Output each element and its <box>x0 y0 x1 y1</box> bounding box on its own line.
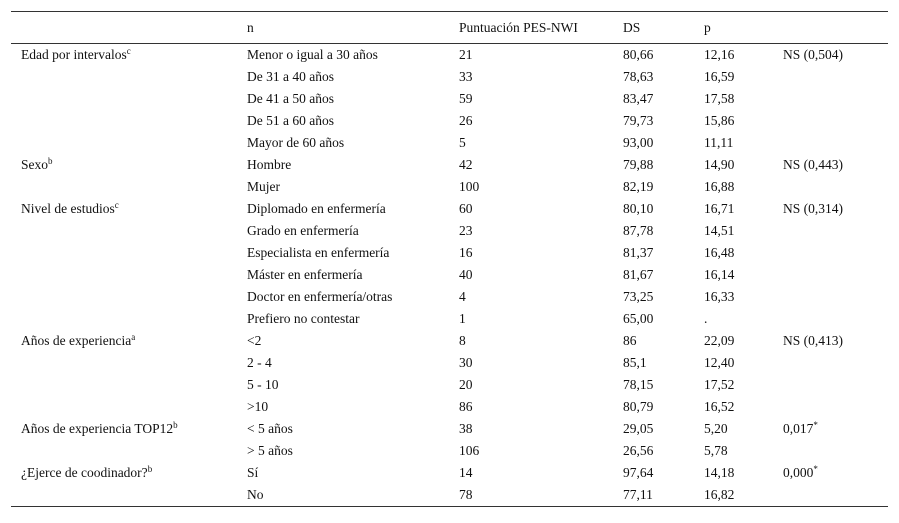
category-cell: 2 - 4 <box>247 355 272 370</box>
p-cell <box>773 286 888 308</box>
category-cell: < 5 años <box>247 421 293 436</box>
variable-cell <box>11 352 237 374</box>
variable-label: Años de experiencia TOP12 <box>21 421 174 436</box>
variable-cell <box>11 220 237 242</box>
n-cell: 1 <box>459 311 466 326</box>
n-cell: 21 <box>459 47 473 62</box>
score-cell: 65,00 <box>623 311 654 326</box>
results-table <box>11 11 888 507</box>
n-cell: 86 <box>459 399 473 414</box>
n-cell: 106 <box>459 443 480 458</box>
ds-cell: 11,11 <box>704 135 734 150</box>
p-cell <box>773 264 888 286</box>
n-cell: 23 <box>459 223 473 238</box>
variable-cell <box>11 154 237 176</box>
p-cell <box>773 374 888 396</box>
category-cell: Grado en enfermería <box>247 223 359 238</box>
variable-footnote: c <box>126 46 131 56</box>
table-row <box>11 396 888 418</box>
score-cell: 87,78 <box>623 223 654 238</box>
ds-cell: 16,14 <box>704 267 735 282</box>
ds-cell: 16,33 <box>704 289 735 304</box>
variable-cell <box>11 198 237 220</box>
category-cell: De 51 a 60 años <box>247 113 334 128</box>
variable-cell <box>11 286 237 308</box>
table-row <box>11 44 888 67</box>
n-cell: 42 <box>459 157 473 172</box>
header-ds: DS <box>613 12 694 44</box>
n-cell: 26 <box>459 113 473 128</box>
p-cell <box>773 198 888 220</box>
table-row <box>11 154 888 176</box>
table-row <box>11 462 888 484</box>
score-cell: 83,47 <box>623 91 654 106</box>
category-cell: De 31 a 40 años <box>247 69 334 84</box>
ds-cell: 12,16 <box>704 47 735 62</box>
score-cell: 97,64 <box>623 465 654 480</box>
variable-cell <box>11 264 237 286</box>
ds-cell: 16,52 <box>704 399 735 414</box>
n-cell: 16 <box>459 245 473 260</box>
ds-cell: . <box>704 311 708 326</box>
ds-cell: 17,58 <box>704 91 735 106</box>
p-cell <box>773 88 888 110</box>
table-row <box>11 176 888 198</box>
table-row <box>11 484 888 507</box>
variable-footnote: b <box>48 156 53 166</box>
category-cell: Doctor en enfermería/otras <box>247 289 393 304</box>
p-cell <box>773 132 888 154</box>
ds-cell: 16,88 <box>704 179 735 194</box>
p-cell <box>773 242 888 264</box>
ds-cell: 14,18 <box>704 465 735 480</box>
table-row <box>11 286 888 308</box>
p-value: 0,000 <box>783 465 814 480</box>
variable-cell <box>11 484 237 507</box>
score-cell: 93,00 <box>623 135 654 150</box>
category-cell: Mujer <box>247 179 280 194</box>
p-cell <box>773 396 888 418</box>
variable-cell <box>11 440 237 462</box>
category-cell: Menor o igual a 30 años <box>247 47 378 62</box>
table-row <box>11 132 888 154</box>
variable-label: Sexo <box>21 157 48 172</box>
score-cell: 79,73 <box>623 113 654 128</box>
ds-cell: 16,71 <box>704 201 735 216</box>
category-cell: Sí <box>247 465 259 480</box>
category-cell: <2 <box>247 333 262 348</box>
n-cell: 5 <box>459 135 466 150</box>
score-cell: 82,19 <box>623 179 654 194</box>
score-cell: 81,37 <box>623 245 654 260</box>
variable-cell <box>11 132 237 154</box>
n-cell: 78 <box>449 484 613 507</box>
p-cell <box>773 308 888 330</box>
ds-cell: 16,59 <box>704 69 735 84</box>
p-cell <box>773 330 888 352</box>
n-cell: 60 <box>459 201 473 216</box>
table-row <box>11 440 888 462</box>
variable-cell <box>11 66 237 88</box>
category-cell: > 5 años <box>247 443 293 458</box>
ds-cell: 14,51 <box>704 223 735 238</box>
p-cell <box>773 440 888 462</box>
p-footnote: * <box>813 420 818 430</box>
p-cell <box>773 352 888 374</box>
p-value: NS (0,504) <box>783 47 843 62</box>
variable-cell <box>11 110 237 132</box>
p-value: NS (0,314) <box>783 201 843 216</box>
ds-cell: 15,86 <box>704 113 735 128</box>
category-cell: >10 <box>247 399 269 414</box>
n-cell: 20 <box>459 377 473 392</box>
variable-footnote: b <box>173 420 178 430</box>
score-cell: 77,11 <box>613 484 694 507</box>
ds-cell: 5,20 <box>704 421 728 436</box>
n-cell: 4 <box>459 289 466 304</box>
table-row <box>11 308 888 330</box>
variable-cell <box>11 418 237 440</box>
category-cell: Diplomado en enfermería <box>247 201 386 216</box>
p-cell <box>773 418 888 440</box>
score-cell: 78,15 <box>623 377 654 392</box>
variable-cell <box>11 396 237 418</box>
variable-label: ¿Ejerce de coodinador? <box>21 465 148 480</box>
ds-cell: 16,82 <box>694 484 773 507</box>
variable-cell <box>11 330 237 352</box>
p-value: NS (0,443) <box>783 157 843 172</box>
variable-cell <box>11 374 237 396</box>
category-cell: Hombre <box>247 157 292 172</box>
score-cell: 80,10 <box>623 201 654 216</box>
p-cell <box>773 154 888 176</box>
variable-cell <box>11 462 237 484</box>
variable-footnote: a <box>131 332 136 342</box>
header-p: p <box>694 12 773 44</box>
ds-cell: 5,78 <box>704 443 728 458</box>
header-significance <box>773 12 888 44</box>
score-cell: 80,66 <box>623 47 654 62</box>
header-variable <box>11 12 237 44</box>
category-cell: 5 - 10 <box>247 377 279 392</box>
category-cell: No <box>237 484 449 507</box>
table-row <box>11 198 888 220</box>
ds-cell: 16,48 <box>704 245 735 260</box>
ds-cell: 12,40 <box>704 355 735 370</box>
p-cell <box>773 44 888 67</box>
variable-label: Nivel de estudios <box>21 201 115 216</box>
p-footnote: * <box>813 464 818 474</box>
header-score: Puntuación PES-NWI <box>449 12 613 44</box>
variable-footnote: c <box>114 200 119 210</box>
score-cell: 29,05 <box>623 421 654 436</box>
table-row <box>11 264 888 286</box>
variable-cell <box>11 176 237 198</box>
table-row <box>11 330 888 352</box>
n-cell: 30 <box>459 355 473 370</box>
variable-label: Años de experiencia <box>21 333 132 348</box>
table-row <box>11 374 888 396</box>
n-cell: 59 <box>459 91 473 106</box>
score-cell: 73,25 <box>623 289 654 304</box>
category-cell: Prefiero no contestar <box>247 311 360 326</box>
score-cell: 78,63 <box>623 69 654 84</box>
p-cell <box>773 176 888 198</box>
table-row <box>11 220 888 242</box>
p-cell <box>773 484 888 507</box>
variable-label: Edad por intervalos <box>21 47 127 62</box>
p-cell <box>773 66 888 88</box>
p-cell <box>773 220 888 242</box>
n-cell: 8 <box>459 333 466 348</box>
ds-cell: 17,52 <box>704 377 735 392</box>
category-cell: De 41 a 50 años <box>247 91 334 106</box>
header-row <box>11 12 888 44</box>
category-cell: Especialista en enfermería <box>247 245 390 260</box>
p-cell <box>773 462 888 484</box>
category-cell: Máster en enfermería <box>247 267 363 282</box>
p-value: NS (0,413) <box>783 333 843 348</box>
n-cell: 40 <box>459 267 473 282</box>
ds-cell: 14,90 <box>704 157 735 172</box>
n-cell: 14 <box>459 465 473 480</box>
header-n: n <box>237 12 449 44</box>
score-cell: 86 <box>623 333 637 348</box>
table-row <box>11 352 888 374</box>
p-value: 0,017 <box>783 421 814 436</box>
p-cell <box>773 110 888 132</box>
table-row <box>11 66 888 88</box>
score-cell: 81,67 <box>623 267 654 282</box>
variable-cell <box>11 308 237 330</box>
table-row <box>11 418 888 440</box>
score-cell: 85,1 <box>623 355 647 370</box>
n-cell: 100 <box>459 179 480 194</box>
ds-cell: 22,09 <box>704 333 735 348</box>
score-cell: 79,88 <box>623 157 654 172</box>
variable-footnote: b <box>147 464 153 474</box>
variable-cell <box>11 242 237 264</box>
score-cell: 80,79 <box>623 399 654 414</box>
variable-cell <box>11 44 237 67</box>
score-cell: 26,56 <box>623 443 654 458</box>
table-row <box>11 88 888 110</box>
table-row <box>11 110 888 132</box>
n-cell: 33 <box>459 69 473 84</box>
n-cell: 38 <box>459 421 473 436</box>
table-row <box>11 242 888 264</box>
variable-cell <box>11 88 237 110</box>
category-cell: Mayor de 60 años <box>247 135 345 150</box>
table-body <box>11 44 888 507</box>
